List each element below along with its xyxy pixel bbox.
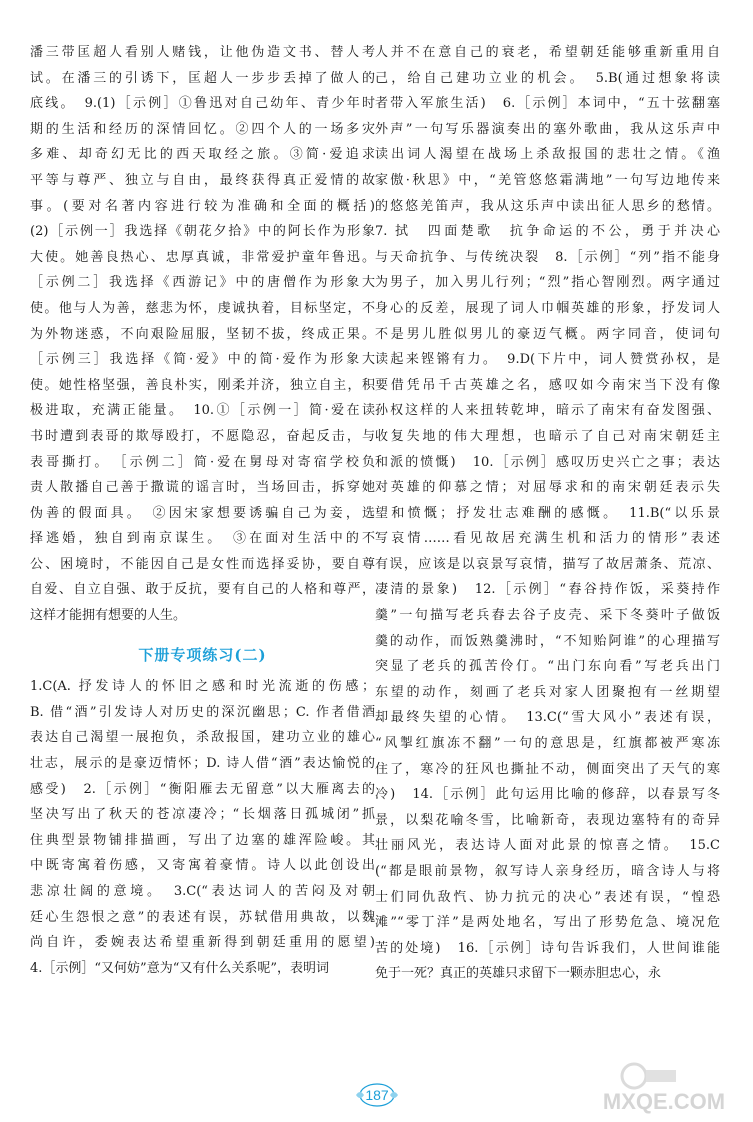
text-line: 冷) 14.［示例］此句运用比喻的修辞，以春景写冬 <box>375 787 720 803</box>
text-line: 士们同仇敌忾、协力抗元的决心”表述有误，“惶恐 <box>375 889 720 905</box>
text-line: 尚自许，委婉表达希望重新得到朝廷重用的愿望) <box>30 935 375 951</box>
text-line: ［示例三］我选择《简·爱》中的简·爱作为形象大 <box>30 352 375 368</box>
text-line: 坚决写出了秋天的苍凉凄冷；“长烟落日孤城闭”抓 <box>30 807 375 823</box>
text-line: 的悠悠羌笛声，我从这乐声中读出征人思乡的愁情。 <box>375 198 720 214</box>
text-line: 和派的愤慨) 10.［示例］感叹历史兴亡之事；表达 <box>375 454 720 470</box>
text-line: 悲凉壮阔的意境。 3.C(“表达词人的苦闷及对朝 <box>30 884 375 899</box>
text-line: 责人散播自己善于撒谎的谣言时，当场回击，拆穿她 <box>30 480 375 496</box>
text-line: 人并不在意自己的衰老，希望朝廷能够重新重用自 <box>375 45 720 60</box>
text-line: 写哀情……看见故居充满生机和活力的情形”表述 <box>375 531 720 547</box>
text-line: 极进取，充满正能量。 10.①［示例一］简·爱在读 <box>30 403 375 419</box>
left-column <box>30 40 375 981</box>
text-line: 有误，应该是以哀景写哀情，描写了故居萧条、荒凉、 <box>375 556 720 572</box>
text-line: 对英雄的仰慕之情；对屈辱求和的南宋朝廷表示失 <box>375 480 720 496</box>
text-line: 使。她性格坚强，善良朴实，刚柔并济，独立自主，积 <box>30 377 375 393</box>
text-line: 孙权这样的人来扭转乾坤，暗示了南宋有奋发图强、 <box>375 403 720 419</box>
text-line: 伪善的假面具。 ②因宋家想要诱骗自己为妾，选 <box>30 505 375 521</box>
text-line: 试。在潘三的引诱下，匡超人一步步丢掉了做人的 <box>30 70 375 86</box>
text-line: 东望的动作，刻画了老兵对家人团聚抱有一丝期望 <box>375 684 720 700</box>
watermark-text: MXQE.COM <box>602 1089 726 1114</box>
text-line: 潘三带匡超人看别人赌钱，让他伪造文书、替人考 <box>30 45 375 60</box>
text-line: 望和愤慨；抒发壮志难酬的感慨。 11.B(“以乐景 <box>375 505 720 521</box>
text-line: 平等与尊严、独立与自由，最终获得真正爱情的故 <box>30 172 375 188</box>
text-line: B. 借“酒”引发诗人对历史的深沉幽思；C. 作者借酒 <box>30 704 375 720</box>
page-number-text: 187 <box>365 1087 389 1103</box>
text-line: 廷心生怨恨之意”的表述有误，苏轼借用典故，以魏 <box>30 909 375 925</box>
text-line: 公、困境时，不能因自己是女性而选择妥协，要自尊 <box>30 556 375 572</box>
text-line: 外声”一句写乐器演奏出的塞外歌曲，我从这乐声中 <box>375 121 720 137</box>
text-line: (2)［示例一］我选择《朝花夕拾》中的阿长作为形象 <box>30 224 375 240</box>
text-line: 滩”“零丁洋”是两处地名，写出了形势危急、境况危 <box>375 915 720 931</box>
text-line: 家傲·秋思》中，“羌管悠悠霜满地”一句写边地传来 <box>375 172 720 188</box>
text-line: 凄清的景象) 12.［示例］“舂谷持作饭，采葵持作 <box>375 582 720 598</box>
text-line: 住典型景物铺排描画，写出了边塞的雄浑险峻。其 <box>30 832 375 848</box>
text-line: 与天命抗争、与传统决裂 8.［示例］“列”指不能身 <box>375 249 720 265</box>
right-column <box>375 40 720 987</box>
text-line: 己，给自己建功立业的机会。 5.B(通过想象将读 <box>375 70 720 86</box>
text-line: 这样才能拥有想要的人生。 <box>30 608 187 624</box>
text-line: 感受) 2.［示例］“衡阳雁去无留意”以大雁离去的 <box>30 781 375 797</box>
text-line: 壮丽风光，表达诗人面对此景的惊喜之情。 15.C <box>375 838 720 854</box>
page-number <box>347 1080 407 1110</box>
text-line: 不是男儿胜似男儿的豪迈气概。两字同音，使词句 <box>375 326 720 342</box>
text-line: 4.［示例］“又何妨”意为“又有什么关系呢”，表明词 <box>30 960 329 976</box>
text-line: 苦的处境) 16.［示例］诗句告诉我们，人世间谁能 <box>375 940 720 956</box>
text-line: 却最终失望的心情。 13.C(“雪大风小”表述有误， <box>375 710 720 726</box>
text-line: 羹”一句描写老兵舂去谷子皮壳、采下冬葵叶子做饭 <box>375 608 720 624</box>
text-line: “风掣红旗冻不翻”一句的意思是，红旗都被严寒冻 <box>375 736 720 752</box>
section-title: 下册专项练习(二) <box>138 645 267 664</box>
text-line: 多难、却奇幻无比的西天取经之旅。③简·爱追求 <box>30 147 375 163</box>
text-line: 中既寄寓着伤感，又寄寓着豪情。诗人以此创设出 <box>30 858 375 874</box>
text-line: 身心的反差，展现了词人巾帼英雄的形象，抒发词人 <box>375 300 720 316</box>
text-line: 表哥撕打。 ［示例二］简·爱在舅母对寄宿学校负 <box>30 454 375 470</box>
text-line: 期的生活和经历的深情回忆。②四个人的一场多灾 <box>30 121 375 137</box>
text-line: 读出词人渴望在战场上杀敌报国的悲壮之情。《渔 <box>375 147 720 163</box>
text-line: 表达自己渴望一展抱负，杀敌报国，建功立业的雄心 <box>30 730 375 746</box>
text-line: 书时遭到表哥的欺辱殴打，不愿隐忍，奋起反击，与 <box>30 428 375 444</box>
text-line: 7. 拭 四面楚歌 抗争命运的不公，勇于并决心 <box>375 224 720 240</box>
text-line: 收复失地的伟大理想，也暗示了自己对南宋朝廷主 <box>375 428 720 444</box>
right-paragraphs <box>375 40 720 987</box>
text-line: 住了，寒冷的狂风也撕扯不动，侧面突出了天气的寒 <box>375 761 720 777</box>
text-line: 壮志，展示的是豪迈情怀；D. 诗人借“酒”表达愉悦的 <box>30 756 375 772</box>
text-line: 为外物迷惑，不向艰险屈服，坚韧不拔，终成正果。 <box>30 326 375 342</box>
left-top-paragraphs <box>30 40 375 629</box>
left-bottom-paragraphs <box>30 674 375 981</box>
text-line: 底线。 9.(1)［示例］①鲁迅对自己幼年、青少年时 <box>30 96 375 112</box>
text-line: 为男子，加入男儿行列；“烈”指心智刚烈。两字通过 <box>375 275 720 291</box>
text-line: 羹的动作，而饭熟羹沸时，“不知贻阿谁”的心理描写 <box>375 633 720 649</box>
text-line: 读起来铿锵有力。 9.D(下片中，词人赞赏孙权，是 <box>375 352 720 368</box>
text-line: 突显了老兵的孤苦伶仃。“出门东向看”写老兵出门 <box>375 659 720 675</box>
text-line: 要借凭吊千古英雄之名，感叹如今南宋当下没有像 <box>375 377 720 393</box>
text-line: 大使。她善良热心、忠厚真诚，非常爱护童年鲁迅。 <box>30 249 375 265</box>
text-line: 景，以梨花喻冬雪，比喻新奇，表现边塞特有的奇异 <box>375 812 720 828</box>
text-line: (“都是眼前景物，叙写诗人亲身经历，暗含诗人与将 <box>375 864 720 879</box>
text-line: 择逃婚，独自到南京谋生。 ③在面对生活中的不 <box>30 531 375 547</box>
text-line: 者带入军旅生活) 6.［示例］本词中，“五十弦翻塞 <box>375 96 720 112</box>
text-line: 使。他与人为善，慈悲为怀，虔诚执着，目标坚定，不 <box>30 300 375 316</box>
text-line: 自爱、自立自强、敢于反抗，要有自己的人格和尊严， <box>30 582 375 598</box>
watermark-logo <box>589 1054 739 1114</box>
text-line: 1.C(A. 抒发诗人的怀旧之感和时光流逝的伤感； <box>30 679 375 695</box>
text-line: 免于一死？真正的英雄只求留下一颗赤胆忠心，永 <box>375 966 662 982</box>
text-line: 事。(要对名著内容进行较为准确和全面的概括) <box>30 198 375 214</box>
text-line: ［示例二］我选择《西游记》中的唐僧作为形象大 <box>30 275 375 291</box>
